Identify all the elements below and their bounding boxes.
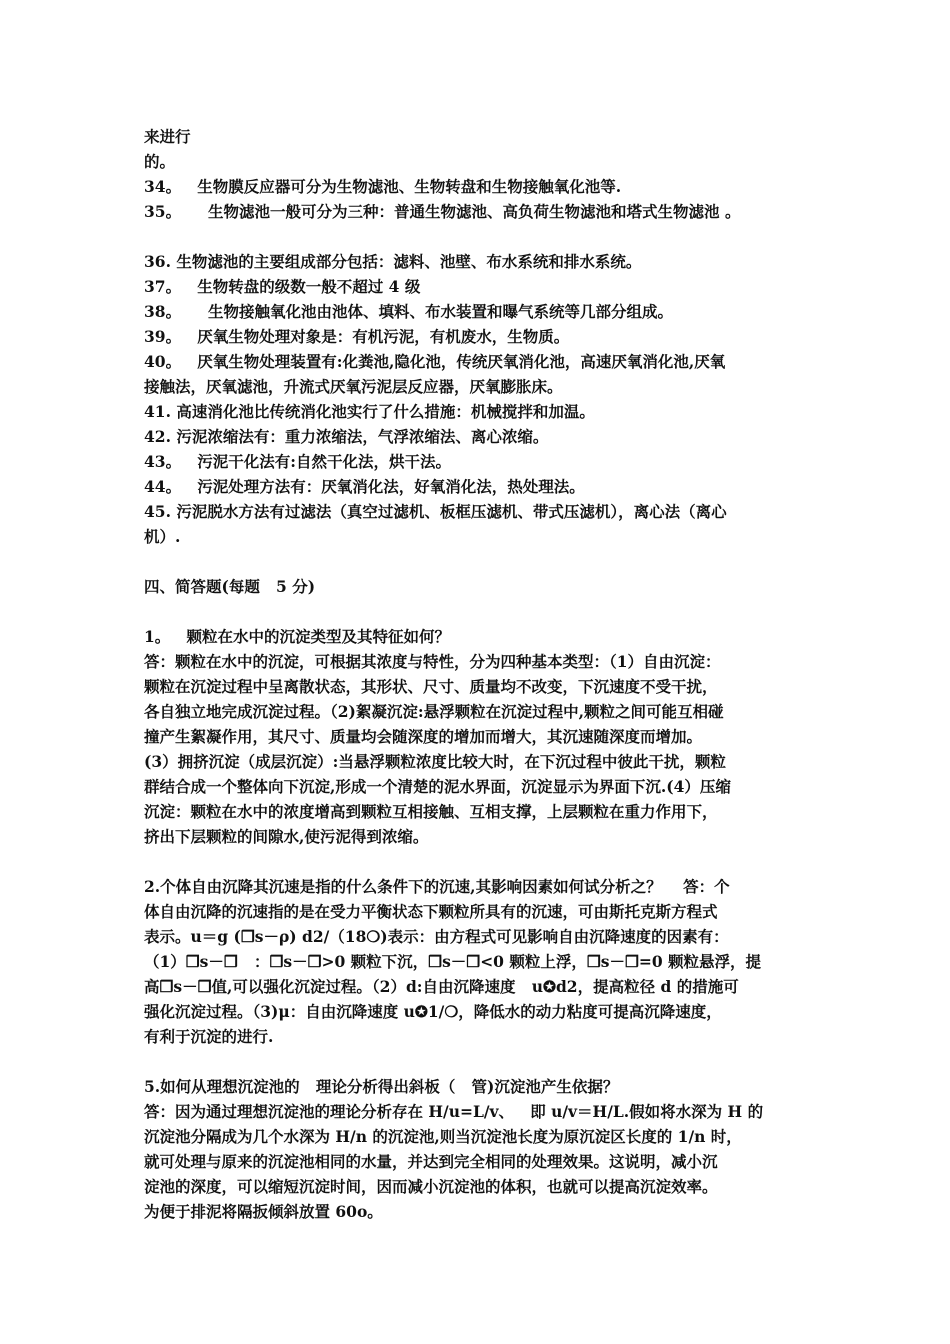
- text-line: 的。: [144, 152, 176, 171]
- item-44: 44。 污泥处理方法有：厌氧消化法，好氧消化法，热处理法。: [144, 477, 585, 496]
- answer-5-line: 淀池的深度，可以缩短沉淀时间，因而减小沉淀池的体积，也就可以提高沉淀效率。: [144, 1177, 718, 1196]
- answer-1-line: 群结合成一个整体向下沉淀,形成一个清楚的泥水界面，沉淀显示为界面下沉.(4）压缩: [144, 777, 731, 796]
- answer-1-line: 撞产生絮凝作用，其尺寸、质量均会随深度的增加而增大，其沉速随深度而增加。: [144, 727, 703, 746]
- item-34: 34。 生物膜反应器可分为生物滤池、生物转盘和生物接触氧化池等.: [144, 177, 622, 196]
- item-40-continued: 接触法，厌氧滤池，升流式厌氧污泥层反应器，厌氧膨胀床。: [144, 377, 563, 396]
- item-45: 45. 污泥脱水方法有过滤法（真空过滤机、板框压滤机、带式压滤机），离心法（离心: [144, 502, 727, 521]
- blank-line: [144, 1049, 814, 1074]
- item-41: 41. 高速消化池比传统消化池实行了什么措施：机械搅拌和加温。: [144, 402, 595, 421]
- item-35: 35。 生物滤池一般可分为三种：普通生物滤池、高负荷生物滤池和塔式生物滤池 。: [144, 202, 741, 221]
- answer-1-line: 沉淀：颗粒在水中的浓度增高到颗粒互相接触、互相支撑，上层颗粒在重力作用下，: [144, 802, 718, 821]
- question-5: 5.如何从理想沉淀池的 理论分析得出斜板（ 管)沉淀池产生依据？: [144, 1077, 619, 1096]
- blank-line: [144, 549, 814, 574]
- item-40: 40。 厌氧生物处理装置有:化粪池,隐化池，传统厌氧消化池，高速厌氧消化池,厌氧: [144, 352, 726, 371]
- item-39: 39。 厌氧生物处理对象是：有机污泥，有机废水，生物质。: [144, 327, 570, 346]
- blank-line: [144, 224, 814, 249]
- answer-1-line: 挤出下层颗粒的间隙水,使污泥得到浓缩。: [144, 827, 429, 846]
- document-body: [144, 124, 814, 1224]
- blank-line: [144, 599, 814, 624]
- item-38: 38。 生物接触氧化池由池体、填料、布水装置和曝气系统等几部分组成。: [144, 302, 674, 321]
- item-45-continued: 机）.: [144, 527, 181, 546]
- answer-1-line: (3）拥挤沉淀（成层沉淀）:当悬浮颗粒浓度比较大时，在下沉过程中彼此干扰，颗粒: [144, 752, 726, 771]
- item-43: 43。 污泥干化法有:自然干化法，烘干法。: [144, 452, 451, 471]
- answer-2-line: 体自由沉降的沉速指的是在受力平衡状态下颗粒所具有的沉速，可由斯托克斯方程式: [144, 902, 718, 921]
- item-42: 42. 污泥浓缩法有：重力浓缩法，气浮浓缩法、离心浓缩。: [144, 427, 549, 446]
- answer-1-line: 各自独立地完成沉淀过程。（2)絮凝沉淀:悬浮颗粒在沉淀过程中,颗粒之间可能互相碰: [144, 702, 724, 721]
- answer-5-line: 答：因为通过理想沉淀池的理论分析存在 H/u=L/v、 即 u/v＝H/L.假如将水深为 H 的: [144, 1102, 764, 1121]
- question-2: 2.个体自由沉降其沉速是指的什么条件下的沉速,其影响因素如何试分析之？ 答：个: [144, 877, 730, 896]
- blank-line: [144, 849, 814, 874]
- item-36: 36. 生物滤池的主要组成部分包括：滤料、池壁、布水系统和排水系统。: [144, 252, 642, 271]
- answer-2-line: 有利于沉淀的进行.: [144, 1027, 274, 1046]
- answer-5-line: 沉淀池分隔成为几个水深为 H/n 的沉淀池,则当沉淀池长度为原沉淀区长度的 1/n 时，: [144, 1127, 742, 1146]
- answer-1-line: 颗粒在沉淀过程中呈离散状态，其形状、尺寸、质量均不改变，下沉速度不受干扰，: [144, 677, 718, 696]
- answer-2-line: 表示。u＝g (❒s－ρ) d2/（18❍)表示：由方程式可见影响自由沉降速度的因素有：: [144, 927, 729, 946]
- text-line: 来进行: [144, 127, 191, 146]
- answer-5-line: 为便于排泥将隔扳倾斜放置 60o。: [144, 1202, 383, 1221]
- answer-2-line: 高❒s－❒值,可以强化沉淀过程。（2）d:自由沉降速度 u✪d2，提高粒径 d 的措施可: [144, 977, 739, 996]
- section-heading: 四、简答题(每题 5 分): [144, 577, 316, 596]
- answer-2-line: 强化沉淀过程。（3)μ：自由沉降速度 u✪1/❍，降低水的动力粘度可提高沉降速度，: [144, 1002, 722, 1021]
- answer-2-line: （1）❒s－❒ ：❒s－❒>0 颗粒下沉，❒s－❒<0 颗粒上浮，❒s－❒=0 颗粒悬浮，提: [144, 952, 762, 971]
- answer-1-line: 答：颗粒在水中的沉淀，可根据其浓度与特性，分为四种基本类型：（1）自由沉淀：: [144, 652, 721, 671]
- question-1: 1。 颗粒在水中的沉淀类型及其特征如何？: [144, 627, 450, 646]
- answer-5-line: 就可处理与原来的沉淀池相同的水量，并达到完全相同的处理效果。这说明，减小沉: [144, 1152, 718, 1171]
- item-37: 37。 生物转盘的级数一般不超过 4 级: [144, 277, 421, 296]
